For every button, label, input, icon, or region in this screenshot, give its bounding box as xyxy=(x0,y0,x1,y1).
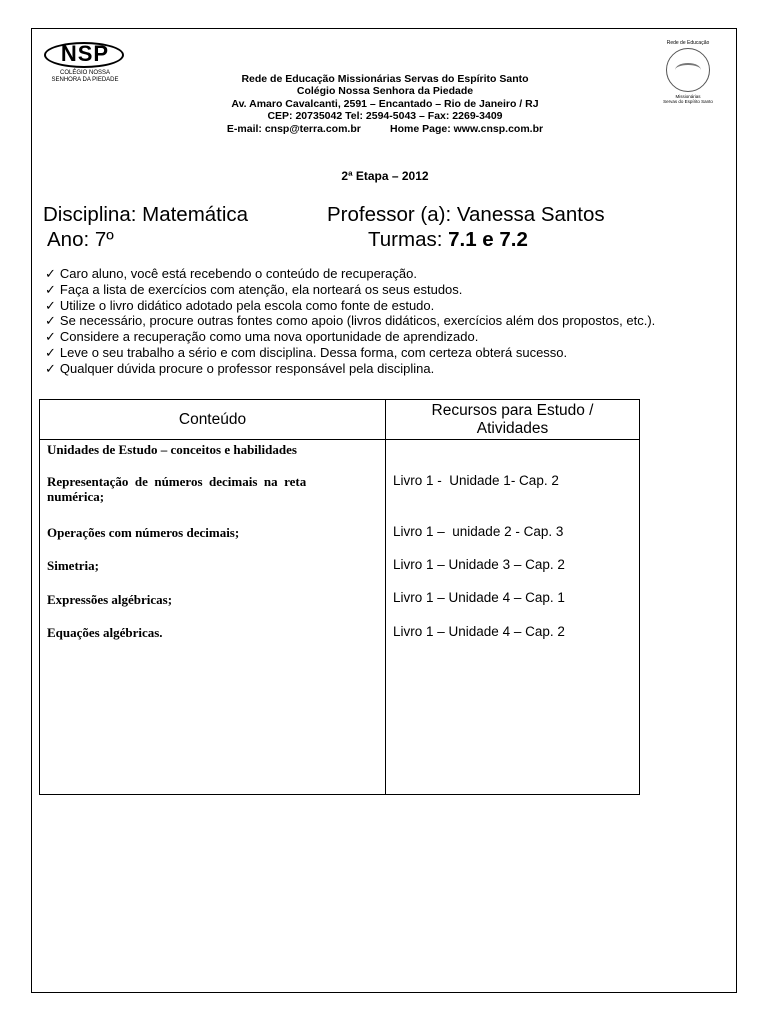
check-icon: ✓ xyxy=(45,313,56,329)
instruction-item xyxy=(45,329,735,345)
topic-text: Equações algébricas. xyxy=(47,625,163,640)
topic-item xyxy=(47,558,99,573)
logo-subtitle xyxy=(42,70,128,84)
table-header-row xyxy=(40,400,640,440)
dove-emblem-icon xyxy=(666,48,710,92)
instruction-text: Faça a lista de exercícios com atenção, ela norteará os seus estudos. xyxy=(59,281,463,297)
table-body-row xyxy=(40,440,640,795)
topic-item xyxy=(47,625,163,640)
content-table xyxy=(39,399,640,795)
logo-subtitle-line-2: SENHORA DA PIEDADE xyxy=(51,77,119,83)
classes-value: 7.1 e 7.2 xyxy=(448,228,528,251)
teacher-label: Professor (a): Vanessa Santos xyxy=(327,203,605,226)
instruction-item xyxy=(45,282,735,298)
stage-title: 2ª Etapa – 2012 xyxy=(341,169,429,183)
topic-item xyxy=(47,474,379,504)
header-contacts: E-mail: cnsp@terra.com.br Home Page: www.cnsp.com.br xyxy=(226,122,544,135)
instruction-item xyxy=(45,345,735,361)
instruction-text: Leve o seu trabalho a sério e com disciplina. Dessa forma, com certeza obterá sucesso. xyxy=(59,344,568,360)
resource-item: Livro 1 – Unidade 4 – Cap. 2 xyxy=(393,624,565,639)
header-phones: CEP: 20735042 Tel: 2594-5043 – Fax: 2269-3409 xyxy=(267,110,503,123)
resource-item: Livro 1 – unidade 2 - Cap. 3 xyxy=(393,524,564,539)
section-title: Unidades de Estudo – conceitos e habilidades xyxy=(47,442,297,457)
resources-column-header xyxy=(386,400,640,440)
topic-item xyxy=(47,525,239,540)
check-icon: ✓ xyxy=(45,344,56,360)
classes-label xyxy=(368,228,528,252)
instruction-text: Considere a recuperação como uma nova oportunidade de aprendizado. xyxy=(59,329,479,345)
content-column-header xyxy=(40,400,386,440)
instructions-list xyxy=(45,266,735,377)
header-address: Av. Amaro Cavalcanti, 2591 – Encantado – Rio de Janeiro / RJ xyxy=(231,97,539,110)
topic-text: Operações com números decimais; xyxy=(47,525,240,540)
network-logo-bottom-text-2: Servas do Espírito Santo xyxy=(663,99,713,104)
check-icon: ✓ xyxy=(45,266,56,281)
topic-text: Simetria; xyxy=(47,558,99,573)
instruction-text: Se necessário, procure outras fontes como apoio (livros didáticos, exercícios além dos propostos, etc.). xyxy=(59,313,656,329)
subject-label: Disciplina: Matemática xyxy=(43,203,249,226)
check-icon: ✓ xyxy=(45,360,56,376)
topic-text-line-2: numérica; xyxy=(47,489,105,504)
classes-label-prefix: Turmas: xyxy=(368,228,449,251)
instruction-item xyxy=(45,266,735,282)
header-school-name: Colégio Nossa Senhora da Piedade xyxy=(296,85,474,98)
check-icon: ✓ xyxy=(45,281,56,297)
grade-label: Ano: 7º xyxy=(47,228,114,251)
check-icon: ✓ xyxy=(45,297,56,313)
check-icon: ✓ xyxy=(45,329,56,345)
resource-item: Livro 1 - Unidade 1- Cap. 2 xyxy=(393,473,559,488)
network-logo xyxy=(650,40,726,110)
instruction-text: Qualquer dúvida procure o professor responsável pela disciplina. xyxy=(59,360,435,376)
school-logo xyxy=(42,40,128,88)
instruction-item xyxy=(45,361,735,377)
instruction-text: Caro aluno, você está recebendo o conteúdo de recuperação. xyxy=(59,266,417,281)
network-logo-top-text: Rede de Educação xyxy=(666,40,710,46)
resource-item: Livro 1 – Unidade 4 – Cap. 1 xyxy=(393,590,565,605)
resources-column-header-line-1: Recursos para Estudo / xyxy=(431,401,594,419)
instruction-item xyxy=(45,298,735,314)
topic-item xyxy=(47,592,172,607)
header-network-name: Rede de Educação Missionárias Servas do Espírito Santo xyxy=(241,73,529,85)
logo-abbr: NSP xyxy=(60,41,110,66)
topic-text: Expressões algébricas; xyxy=(47,592,173,607)
logo-subtitle-line-1: COLÉGIO NOSSA xyxy=(59,70,110,76)
school-header xyxy=(140,73,630,135)
resources-column-header-line-2: Atividades xyxy=(476,419,549,437)
content-cell xyxy=(40,440,386,795)
topic-text-line-1: Representação de números decimais na reta xyxy=(47,474,307,489)
network-logo-bottom-text-1: Missionárias xyxy=(675,94,701,99)
content-column-header-text: Conteúdo xyxy=(178,410,247,428)
instruction-text: Utilize o livro didático adotado pela escola como fonte de estudo. xyxy=(59,297,435,313)
instruction-item xyxy=(45,313,735,329)
resource-item: Livro 1 – Unidade 3 – Cap. 2 xyxy=(393,557,565,572)
resources-cell xyxy=(386,440,640,795)
